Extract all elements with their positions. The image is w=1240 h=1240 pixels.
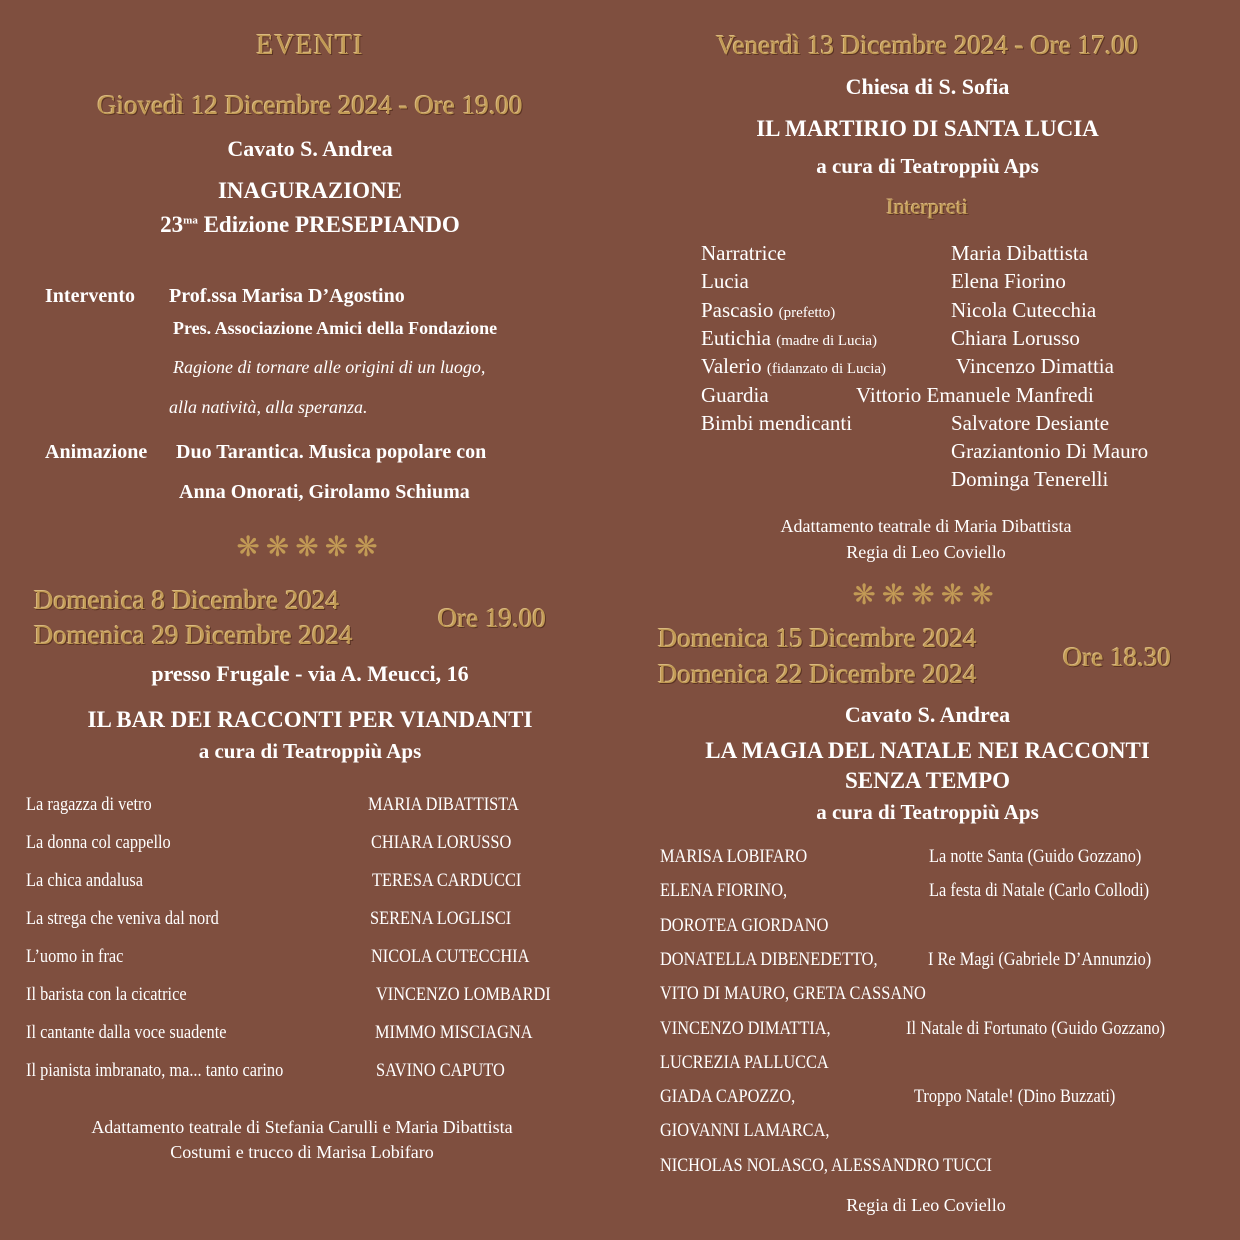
cast-actor: Vincenzo Dimattia: [956, 354, 1114, 379]
event3-place: Chiesa di S. Sofia: [845, 74, 1010, 99]
cast-role-name: Narratrice: [701, 241, 787, 265]
animazione-label: Animazione: [45, 441, 148, 463]
event2-title: IL BAR DEI RACCONTI PER VIANDANTI: [87, 707, 533, 732]
cast-actor: CHIARA LORUSSO: [371, 832, 512, 853]
cast-role-note: (prefetto): [778, 304, 836, 321]
cast-actor: Salvatore Desiante: [951, 410, 1110, 435]
edition-superscript: ma: [183, 214, 198, 227]
cast-actor: MIMMO MISCIAGNA: [375, 1022, 533, 1043]
cast-actor: VINCENZO LOMBARDI: [376, 984, 551, 1005]
magia-work: Il Natale di Fortunato (Guido Gozzano): [906, 1017, 1166, 1039]
event2-place: presso Frugale - via A. Meucci, 16: [151, 661, 469, 686]
cast-role: La donna col cappello: [26, 832, 171, 853]
magia-actors: GIADA CAPOZZO,: [660, 1086, 796, 1108]
magia-actors: DONATELLA DIBENEDETTO,: [660, 948, 878, 970]
magia-actors: VITO DI MAURO, GRETA CASSANO: [660, 983, 926, 1005]
quote-line-1: Ragione di tornare alle origini di un luogo,: [173, 357, 486, 377]
cast-actor: Chiara Lorusso: [951, 325, 1080, 350]
event1-title: INAGURAZIONE: [217, 178, 403, 203]
magia-actors: NICHOLAS NOLASCO, ALESSANDRO TUCCI: [660, 1154, 992, 1176]
event2-time: Ore 19.00: [438, 603, 546, 633]
event4-place: Cavato S. Andrea: [844, 702, 1011, 727]
cast-actor: SAVINO CAPUTO: [376, 1060, 505, 1081]
magia-actors: DOROTEA GIORDANO: [660, 914, 829, 936]
event4-title-line-2: SENZA TEMPO: [844, 768, 1011, 793]
cast-role: Il cantante dalla voce suadente: [26, 1022, 227, 1043]
star-divider-right: ❋❋❋❋❋: [852, 578, 1000, 611]
cast-actor: Elena Fiorino: [951, 269, 1066, 294]
magia-work: I Re Magi (Gabriele D’Annunzio): [928, 948, 1152, 970]
event4-title-line-1: LA MAGIA DEL NATALE NEI RACCONTI: [705, 738, 1150, 763]
event1-edition: [0, 212, 620, 238]
event4-time: Ore 18.30: [1063, 642, 1171, 672]
cast-role-name: Lucia: [701, 269, 749, 294]
cast-role: [701, 411, 852, 436]
event3-title: IL MARTIRIO DI SANTA LUCIA: [756, 116, 1099, 141]
cast-actor: Nicola Cutecchia: [951, 297, 1097, 322]
star-divider-left: ❋❋❋❋❋: [236, 530, 384, 563]
cast-role: La ragazza di vetro: [26, 794, 152, 815]
cast-role: La strega che veniva dal nord: [26, 908, 219, 929]
cast-role: [701, 269, 749, 294]
animazione-line-1: Duo Tarantica. Musica popolare con: [176, 441, 487, 463]
cast-actor: Dominga Tenerelli: [951, 467, 1109, 492]
cast-role: Il pianista imbranato, ma... tanto carino: [26, 1060, 284, 1081]
cast-role: [701, 326, 877, 351]
event4-date-2: Domenica 22 Dicembre 2024: [658, 659, 977, 689]
cast-role: [701, 298, 835, 323]
event2-credit-1: Adattamento teatrale di Stefania Carulli e Maria Dibattista: [91, 1117, 513, 1137]
cast-actor: MARIA DIBATTISTA: [368, 794, 519, 815]
cast-actor: TERESA CARDUCCI: [372, 870, 522, 891]
cast-role: Il barista con la cicatrice: [26, 984, 187, 1005]
cast-role-name: Guardia: [701, 382, 769, 407]
event4-credit: Regia di Leo Coviello: [846, 1195, 1006, 1215]
cast-role-note: (madre di Lucia): [776, 332, 878, 349]
event2-date-1: Domenica 8 Dicembre 2024: [34, 585, 340, 615]
event3-curator: a cura di Teatroppiù Aps: [816, 154, 1039, 178]
cast-role-name: Bimbi mendicanti: [701, 410, 853, 435]
cast-actor: NICOLA CUTECCHIA: [371, 946, 530, 967]
intervento-label: Intervento: [45, 285, 135, 307]
edition-number: 23: [160, 212, 184, 237]
magia-actors: LUCREZIA PALLUCCA: [660, 1051, 829, 1073]
cast-role-note: (fidanzato di Lucia): [766, 361, 887, 378]
edition-text: Edizione PRESEPIANDO: [203, 212, 460, 237]
animazione-line-2: Anna Onorati, Girolamo Schiuma: [179, 481, 470, 503]
event1-date: Giovedì 12 Dicembre 2024 - Ore 19.00: [97, 90, 523, 120]
cast-actor: SERENA LOGLISCI: [370, 908, 512, 929]
intervento-role: Pres. Associazione Amici della Fondazione: [173, 318, 498, 338]
cast-role-name: Valerio: [701, 354, 762, 379]
event3-credit-2: Regia di Leo Coviello: [846, 542, 1006, 562]
cast-role-name: Pascasio: [701, 297, 774, 322]
cast-role: [701, 241, 786, 266]
event2-date-2: Domenica 29 Dicembre 2024: [34, 620, 353, 650]
magia-actors: MARISA LOBIFARO: [660, 846, 808, 867]
magia-actors: ELENA FIORINO,: [660, 880, 788, 902]
cast-role-name: Eutichia: [701, 325, 771, 350]
event4-date-1: Domenica 15 Dicembre 2024: [658, 623, 977, 653]
event2-curator: a cura di Teatroppiù Aps: [198, 739, 422, 763]
event4-curator: a cura di Teatroppiù Aps: [816, 800, 1039, 824]
cast-role: [701, 354, 886, 379]
cast-actor: Vittorio Emanuele Manfredi: [856, 382, 1094, 407]
magia-work: La festa di Natale (Carlo Collodi): [929, 880, 1150, 902]
magia-work: Troppo Natale! (Dino Buzzati): [914, 1086, 1116, 1108]
magia-work: La notte Santa (Guido Gozzano): [929, 846, 1142, 867]
cast-actor: Maria Dibattista: [951, 241, 1089, 265]
quote-line-2: alla natività, alla speranza.: [169, 397, 368, 417]
magia-actors: VINCENZO DIMATTIA,: [660, 1017, 831, 1039]
event3-date: Venerdì 13 Dicembre 2024 - Ore 17.00: [716, 30, 1139, 60]
cast-actor: Graziantonio Di Mauro: [951, 439, 1149, 464]
event3-credit-1: Adattamento teatrale di Maria Dibattista: [780, 516, 1072, 536]
section-heading: EVENTI: [256, 30, 364, 61]
interpreti-heading: Interpreti: [886, 194, 969, 219]
magia-actors: GIOVANNI LAMARCA,: [660, 1120, 830, 1142]
cast-role: L’uomo in frac: [26, 946, 124, 967]
event2-credit-2: Costumi e trucco di Marisa Lobifaro: [170, 1142, 434, 1162]
event1-place: Cavato S. Andrea: [227, 136, 393, 161]
intervento-name: Prof.ssa Marisa D’Agostino: [169, 285, 405, 307]
cast-role: La chica andalusa: [26, 870, 144, 891]
cast-role: [701, 383, 769, 408]
